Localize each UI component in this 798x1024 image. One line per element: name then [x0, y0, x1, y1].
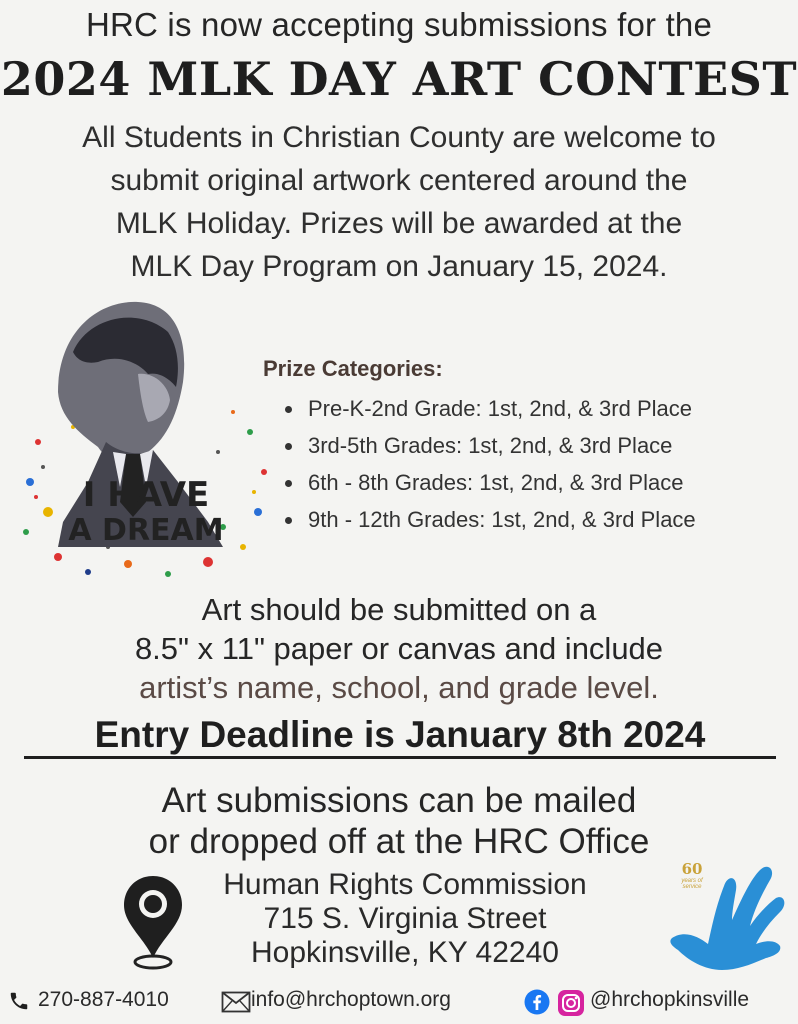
location-pin-icon	[120, 872, 186, 972]
submission-line: artist’s name, school, and grade level.	[139, 670, 659, 705]
mlk-portrait-image	[18, 292, 273, 584]
description	[0, 116, 798, 288]
prize-heading: Prize Categories:	[263, 356, 443, 381]
phone-number[interactable]: 270-887-4010	[38, 988, 169, 1011]
instagram-icon[interactable]	[557, 989, 585, 1017]
prize-item-label: 3rd-5th Grades: 1st, 2nd, & 3rd Place	[308, 433, 673, 458]
bullet-icon	[285, 480, 292, 487]
anniversary-badge	[672, 860, 712, 900]
prize-item-label: 6th - 8th Grades: 1st, 2nd, & 3rd Place	[308, 470, 684, 495]
entry-deadline: Entry Deadline is January 8th 2024	[94, 714, 706, 755]
bullet-icon	[285, 517, 292, 524]
mail-line: or dropped off at the HRC Office	[148, 822, 650, 861]
prize-item	[263, 501, 696, 538]
prize-item	[263, 427, 696, 464]
contact-footer	[8, 984, 798, 1018]
envelope-icon	[221, 991, 251, 1013]
prize-categories	[263, 356, 696, 538]
mail-line: Art submissions can be mailed	[161, 781, 637, 820]
a-dream-text: A DREAM	[68, 513, 224, 548]
i-have-text: I HAVE	[82, 475, 210, 515]
address-city: Hopkinsville, KY 42240	[251, 936, 559, 969]
email-address[interactable]: info@hrchoptown.org	[251, 988, 451, 1011]
social-handle[interactable]: @hrchopkinsville	[590, 988, 750, 1011]
prize-item	[263, 464, 696, 501]
prize-item	[263, 390, 696, 427]
prize-item-label: 9th - 12th Grades: 1st, 2nd, & 3rd Place	[308, 507, 696, 532]
contest-title: 2024 MLK DAY ART CONTEST	[0, 52, 798, 106]
bullet-icon	[285, 443, 292, 450]
address-name: Human Rights Commission	[223, 868, 587, 901]
deadline-underline	[24, 756, 776, 759]
intro-line: HRC is now accepting submissions for the	[85, 6, 713, 43]
description-line: MLK Day Program on January 15, 2024.	[130, 250, 668, 283]
description-line: submit original artwork centered around the	[110, 164, 688, 197]
office-address	[190, 868, 620, 970]
phone-icon	[8, 990, 30, 1012]
facebook-icon[interactable]	[524, 989, 550, 1015]
badge-tagline: years of service	[681, 878, 703, 890]
bullet-icon	[285, 406, 292, 413]
submission-line: 8.5" x 11" paper or canvas and include	[134, 631, 664, 666]
prize-item-label: Pre-K-2nd Grade: 1st, 2nd, & 3rd Place	[308, 396, 692, 421]
submission-line: Art should be submitted on a	[201, 592, 597, 627]
badge-number: 60	[681, 860, 703, 878]
address-street: 715 S. Virginia Street	[263, 902, 547, 935]
description-line: All Students in Christian County are welcome to	[82, 121, 716, 154]
description-line: MLK Holiday. Prizes will be awarded at the	[115, 207, 683, 240]
prize-list	[263, 390, 696, 538]
submission-requirements	[0, 590, 798, 707]
